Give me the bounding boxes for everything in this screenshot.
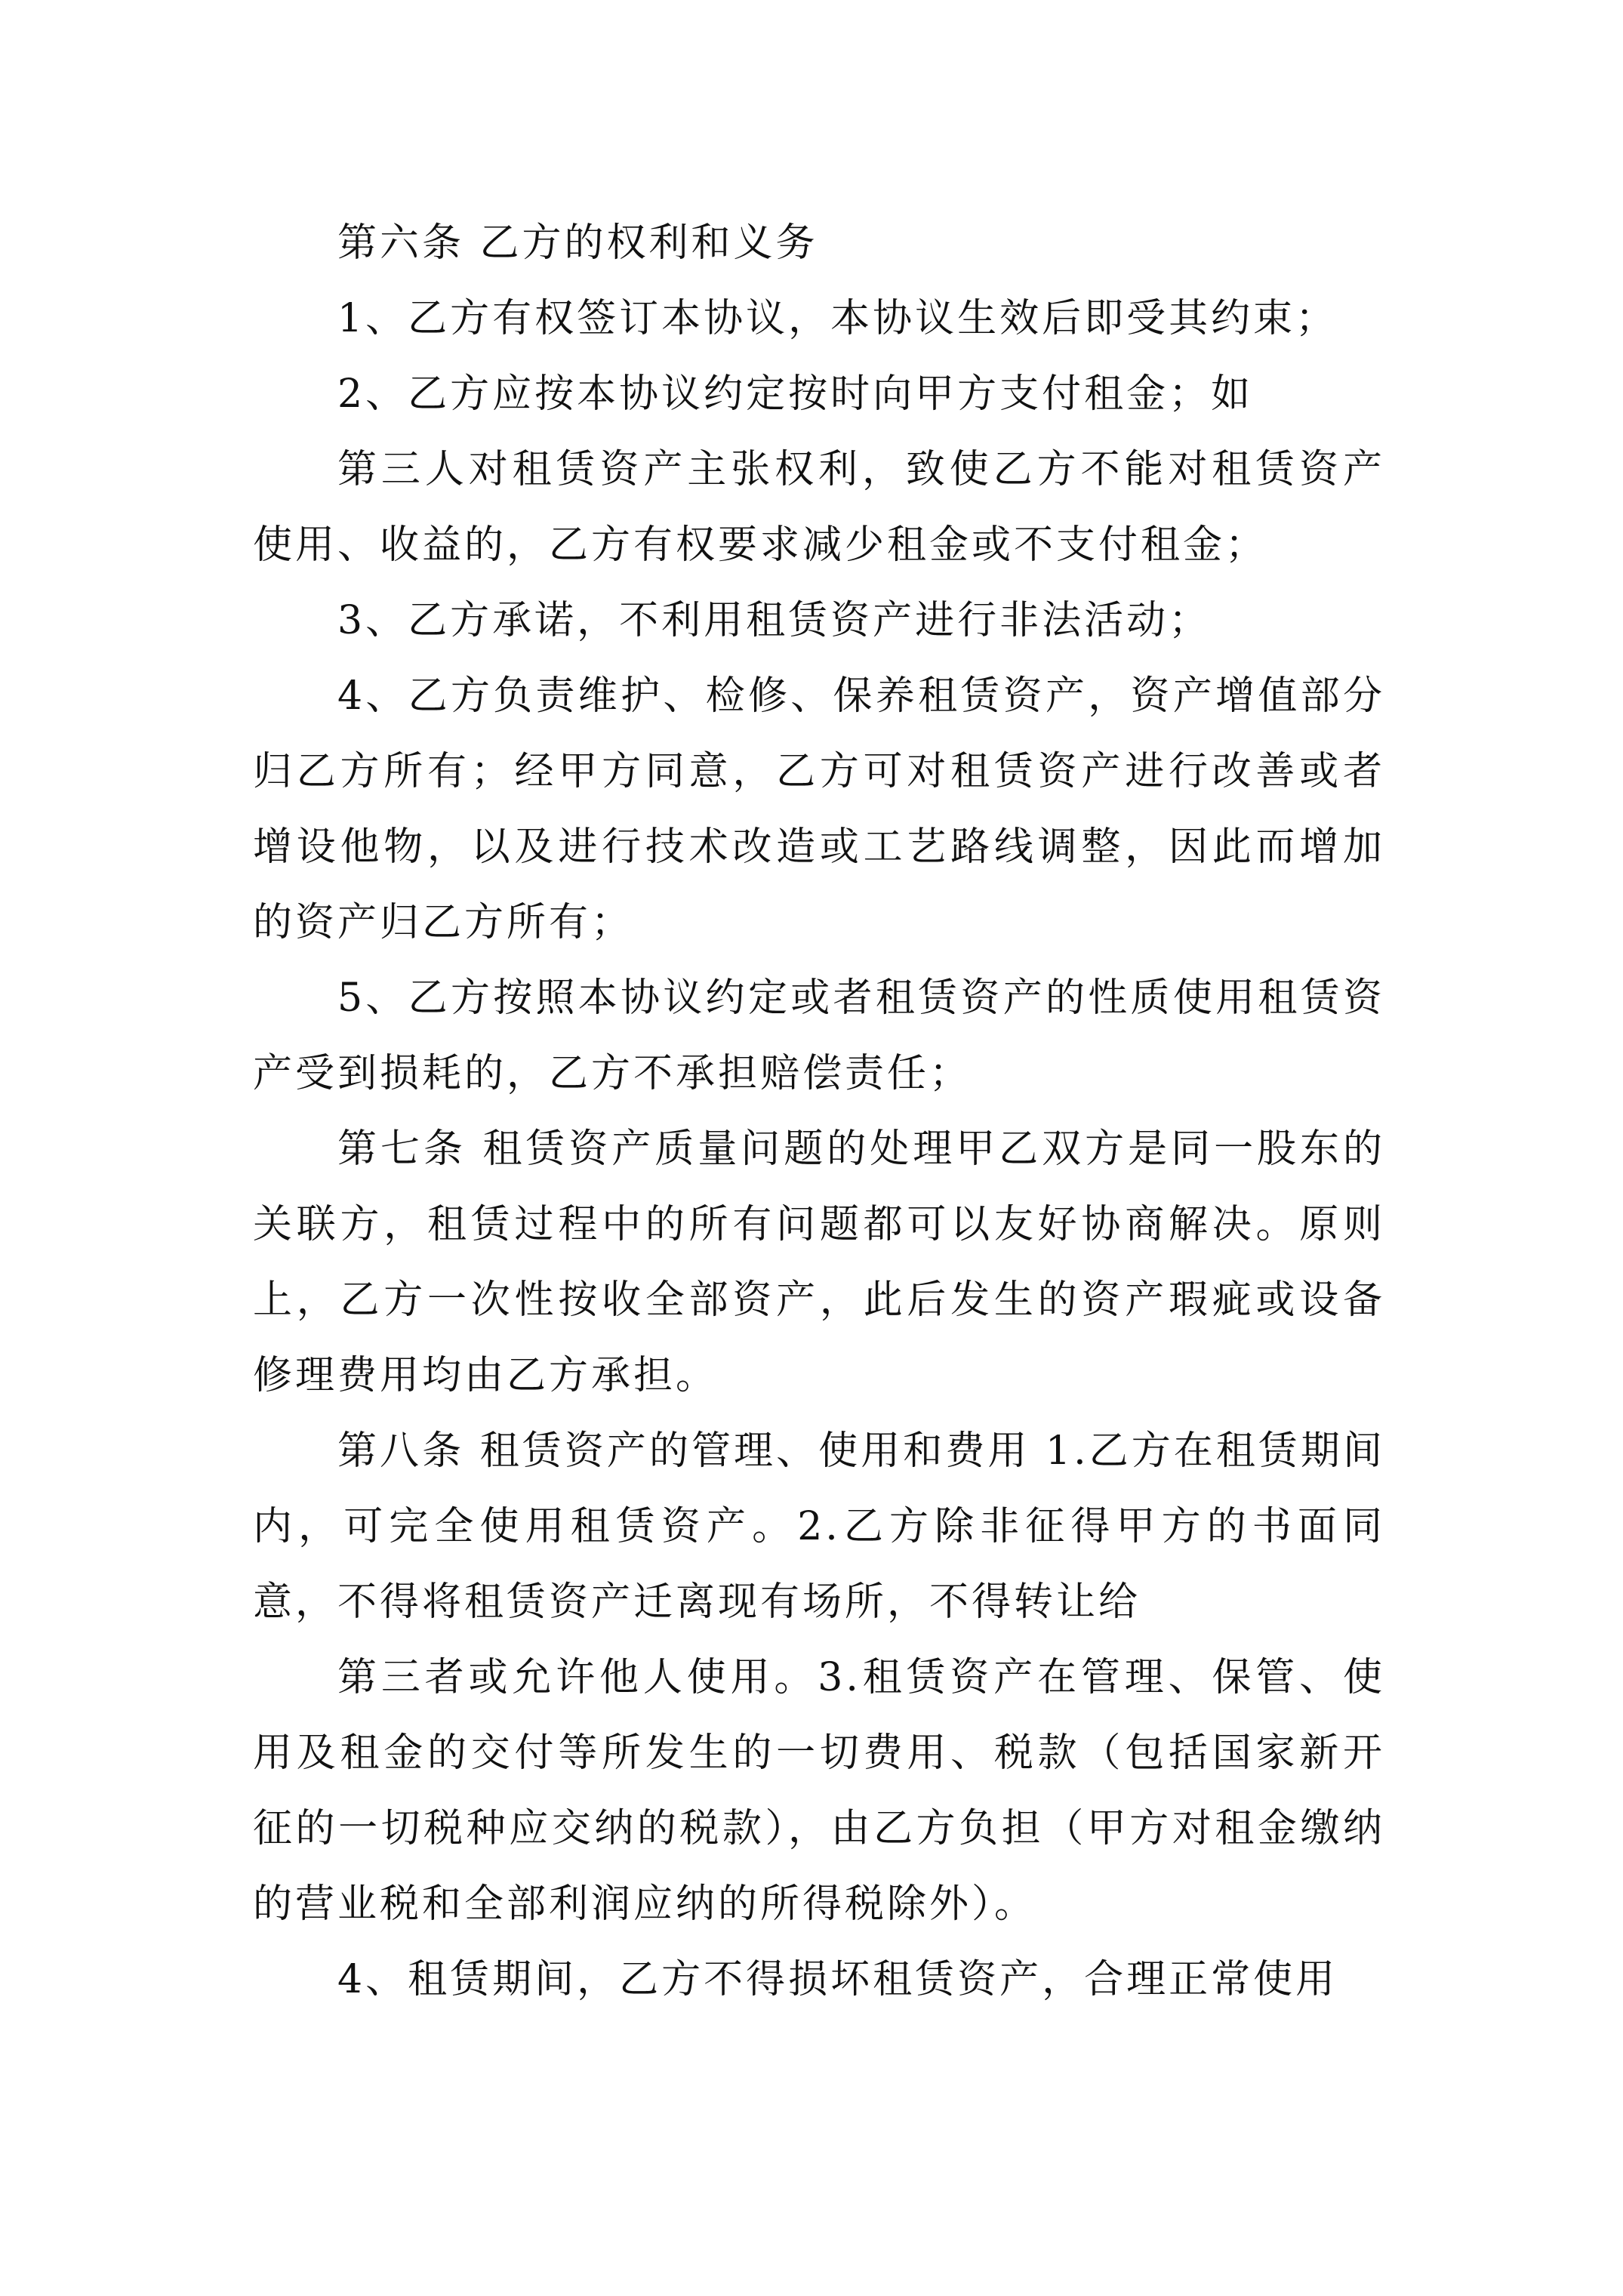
paragraph-clause-3: 3、乙方承诺，不利用租赁资产进行非法活动； (337, 598, 1212, 643)
paragraph-clause-1: 1、乙方有权签订本协议，本协议生效后即受其约束； (337, 296, 1338, 341)
document-body (253, 205, 1385, 2017)
paragraph-article-6-heading: 第六条 乙方的权利和义务 (337, 220, 818, 266)
paragraph-article-8-item-4: 4、租赁期间，乙方不得损坏租赁资产，合理正常使用 (337, 1957, 1338, 2002)
paragraph-clause-4: 4、乙方负责维护、检修、保养租赁资产，资产增值部分归乙方所有；经甲方同意，乙方可对租赁资产进行改善或者增设他物，以及进行技术改造或工艺路线调整，因此而增加的资产归乙方所有； (253, 673, 1385, 945)
paragraph-clause-2: 2、乙方应按本协议约定按时向甲方支付租金；如 (337, 371, 1254, 417)
paragraph-clause-5: 5、乙方按照本协议约定或者租赁资产的性质使用租赁资产受到损耗的，乙方不承担赔偿责任； (253, 975, 1385, 1096)
paragraph-clause-2-continued: 第三人对租赁资产主张权利，致使乙方不能对租赁资产使用、收益的，乙方有权要求减少租金或不支付租金； (253, 447, 1385, 568)
paragraph-article-8: 第八条 租赁资产的管理、使用和费用 1.乙方在租赁期间内，可完全使用租赁资产。2.乙方除非征得甲方的书面同意，不得将租赁资产迁离现有场所，不得转让给 (253, 1428, 1385, 1625)
paragraph-article-7: 第七条 租赁资产质量问题的处理甲乙双方是同一股东的关联方，租赁过程中的所有问题都可以友好协商解决。原则上，乙方一次性按收全部资产，此后发生的资产瑕疵或设备修理费用均由乙方承担。 (253, 1126, 1385, 1398)
paragraph-article-8-continued: 第三者或允许他人使用。3.租赁资产在管理、保管、使用及租金的交付等所发生的一切费用、税款（包括国家新开征的一切税种应交纳的税款），由乙方负担（甲方对租金缴纳的营业税和全部利润应纳的所得税除外）。 (253, 1655, 1385, 1927)
